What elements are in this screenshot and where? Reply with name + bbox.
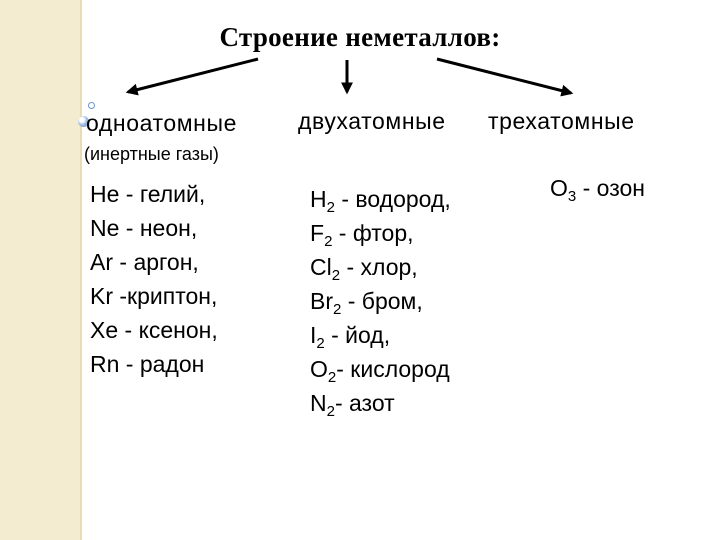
element-subscript: 2	[326, 403, 335, 420]
list-item	[310, 250, 451, 284]
list-item: Kr -криптон,	[90, 283, 218, 309]
category-monatomic-note: (инертные газы)	[84, 144, 219, 164]
list-item: Rn - радон	[90, 351, 205, 377]
element-subscript: 2	[333, 301, 342, 318]
element-subscript: 2	[324, 233, 333, 250]
list-item: Ar - аргон,	[90, 249, 199, 275]
arrow-left	[128, 59, 258, 92]
element-name: - бром,	[341, 288, 423, 314]
element-subscript: 2	[331, 267, 341, 284]
list-item	[310, 318, 451, 352]
element-name: - хлор,	[340, 254, 418, 280]
element-name: - азот	[334, 390, 395, 416]
category-monatomic: одноатомные	[86, 110, 237, 136]
element-symbol: Br	[310, 288, 333, 314]
element-symbol: H	[310, 186, 327, 212]
bullet-ring-icon	[88, 102, 95, 109]
list-item	[310, 284, 451, 318]
monatomic-element-list	[90, 177, 218, 381]
element-symbol: F	[310, 220, 325, 246]
arrow-right	[437, 59, 571, 93]
element-subscript: 2	[326, 199, 335, 216]
category-diatomic: двухатомные	[298, 108, 446, 134]
element-subscript: 2	[316, 335, 325, 352]
list-item	[310, 182, 451, 216]
element-symbol: O	[310, 356, 328, 382]
element-name: - кислород	[336, 356, 450, 382]
element-name: - йод,	[324, 322, 391, 348]
triatomic-element	[550, 175, 645, 205]
element-symbol: Cl	[310, 254, 332, 280]
element-symbol: N	[310, 390, 327, 416]
list-item	[310, 216, 451, 250]
category-triatomic: трехатомные	[488, 108, 635, 134]
list-item: Ne - неон,	[90, 215, 198, 241]
arrows	[0, 0, 720, 110]
element-symbol: I	[310, 322, 317, 348]
element-name: - озон	[576, 175, 645, 201]
diatomic-element-list	[310, 182, 451, 420]
element-name: - водород,	[334, 186, 451, 212]
list-item: He - гелий,	[90, 181, 206, 207]
element-subscript: 3	[567, 188, 577, 205]
element-subscript: 2	[327, 369, 337, 386]
slide-title: Строение неметаллов:	[219, 22, 501, 52]
element-name: - фтор,	[332, 220, 414, 246]
element-symbol: O	[550, 175, 568, 201]
list-item	[310, 386, 451, 420]
list-item	[310, 352, 451, 386]
list-item: Xe - ксенон,	[90, 317, 218, 343]
